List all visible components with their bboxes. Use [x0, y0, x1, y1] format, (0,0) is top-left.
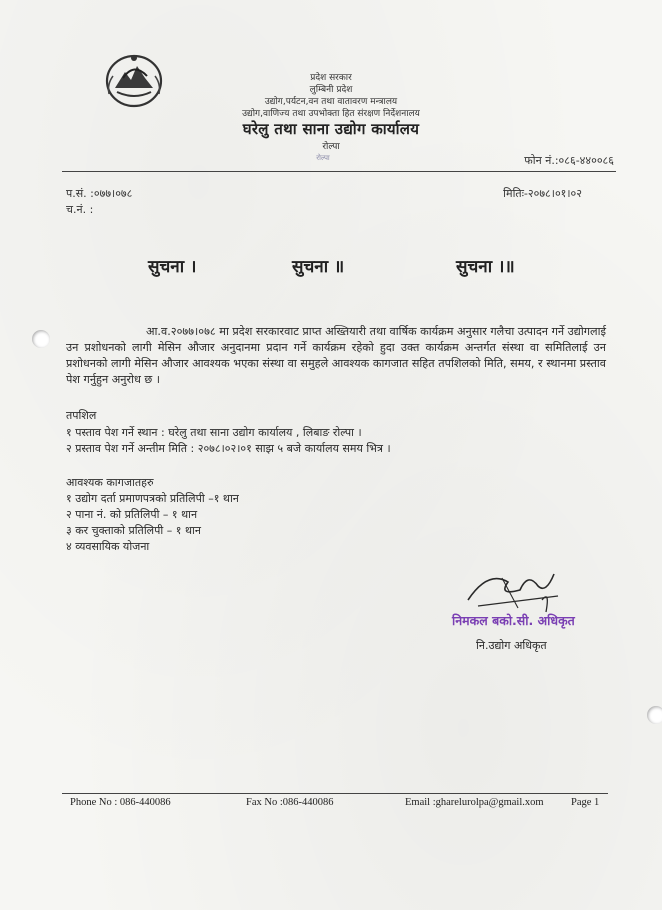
details-item-1: १ पस्ताव पेश गर्ने स्थान : घरेलु तथा साना उद्योग कार्यालय , लिबाङ रोल्पा । — [66, 426, 362, 439]
notice-heading-2: सुचना ॥ — [292, 257, 345, 277]
document-item-3: ३ कर चुक्ताको प्रतिलिपी – १ थान — [66, 524, 201, 537]
footer-phone: Phone No : 086-440086 — [70, 797, 171, 808]
notice-heading-1: सुचना । — [148, 257, 197, 277]
signatory-title: नि.उद्योग अधिकृत — [476, 639, 547, 652]
footer-divider — [62, 793, 608, 794]
footer-page-number: Page 1 — [571, 797, 600, 808]
footer-email: Email :gharelurolpa@gmail.xom — [405, 797, 544, 808]
letterhead-line-1: प्रदेश सरकार — [310, 73, 352, 83]
letterhead-line-2: लुम्बिनी प्रदेश — [309, 85, 353, 95]
details-item-2: २ प्रस्ताव पेश गर्ने अन्तीम मिति : २०७८।०२।०१ साझ ५ बजे कार्यालय समय भित्र । — [66, 442, 391, 455]
notice-heading-3: सुचना ।॥ — [456, 257, 515, 277]
reference-number: प.सं. :०७७।०७८ — [66, 187, 133, 200]
office-name: घरेलु तथा साना उद्योग कार्यालय — [242, 120, 420, 138]
document-item-4: ४ व्यवसायिक योजना — [66, 540, 150, 553]
punch-hole-top — [32, 330, 50, 348]
letterhead-line-3: उद्योग,पर्यटन,वन तथा वातावरण मन्त्रालय — [264, 97, 398, 107]
handwritten-signature — [458, 560, 568, 620]
footer-fax: Fax No :086-440086 — [246, 797, 334, 808]
office-phone: फोन नं.:०८६-४४००८६ — [524, 154, 614, 167]
header-divider — [62, 171, 616, 172]
letterhead-faint-text: रोल्पा — [316, 154, 330, 162]
office-city: रोल्पा — [322, 142, 340, 152]
details-heading: तपशिल — [66, 409, 97, 422]
punch-hole-bottom — [647, 706, 662, 724]
letter-date: मितिः-२०७८।०१।०२ — [503, 187, 582, 200]
documents-heading: आवश्यक कागजातहरु — [66, 476, 154, 489]
notice-body-paragraph: आ.व.२०७७।०७८ मा प्रदेश सरकारवाट प्राप्त अख्तियारी तथा वार्षिक कार्यक्रम अनुसार गलैचा उत्पादन गर्ने उद्योगलाई उन प्रशोधनको लागी मेसिन औजार अनुदानमा प्रदान गर्ने कार्यक्रम रहेको हुदा उक्त कार्यक्रम अन्तर्गत संस्था वा समितिलाई उन प्रशोधनको लागी मेसिन औजार आवश्यक भएका संस्था वा समुहले आवश्यक कागजात सहित तपशिलको मिति, समय, र स्थानमा प्रस्ताव पेश गर्नुहुन अनुरोध छ । — [66, 325, 606, 386]
letterhead-line-4: उद्योग,वाणिज्य तथा उपभोक्ता हित संरक्षण निर्देशनालय — [242, 109, 420, 119]
document-item-2: २ पाना नं. को प्रतिलिपी – १ थान — [66, 508, 198, 521]
dispatch-number: च.नं. : — [66, 203, 94, 216]
document-item-1: १ उद्योग दर्ता प्रमाणपत्रको प्रतिलिपी –१ थान — [66, 492, 239, 505]
signature-stamp: निमकल बको.सी. अधिकृत — [452, 613, 575, 628]
